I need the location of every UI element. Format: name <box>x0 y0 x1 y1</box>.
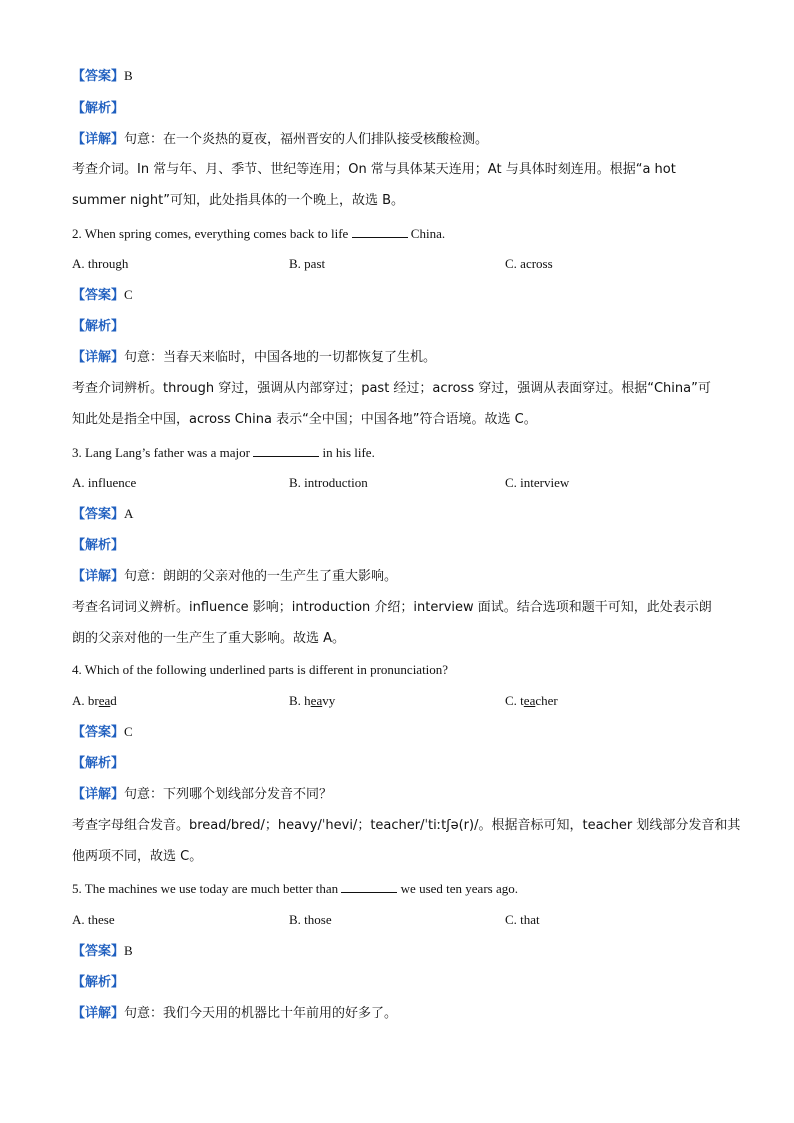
q4-explanation-1: 考查字母组合发音。bread/bred/；heavy/ˈhevi/；teacher/ˈtiːtʃə(r)/。根据音标可知，teacher 划线部分发音和其 <box>72 818 741 833</box>
q4-answer: C <box>124 724 133 739</box>
q5-blank <box>341 880 397 893</box>
q4-option-a-underlined: ea <box>98 693 111 708</box>
q3-answer-line <box>72 506 133 523</box>
q2-option-c: C. across <box>505 256 553 271</box>
q2-detail-line <box>72 349 436 366</box>
q4-option-b-underlined: ea <box>310 693 323 708</box>
q2-analysis-line <box>72 318 124 335</box>
q3-detail-line <box>72 568 397 585</box>
q4-option-b-pre: B. h <box>289 693 311 708</box>
q5-stem-a: 5. The machines we use today are much better than <box>72 881 339 896</box>
q4-analysis-line <box>72 755 124 772</box>
answer-label: 【答案】 <box>72 507 125 522</box>
q5-stem-b: we used ten years ago. <box>400 881 518 896</box>
q5-option-a: A. these <box>72 912 115 927</box>
q5-option-c: C. that <box>505 912 540 927</box>
q5-stem <box>72 880 518 897</box>
detail-label: 【详解】 <box>72 569 125 584</box>
q4-detail: 句意：下列哪个划线部分发音不同？ <box>124 787 333 802</box>
q4-detail-line <box>72 786 332 803</box>
q3-stem-b: in his life. <box>322 445 375 460</box>
q1-detail-line <box>72 131 488 148</box>
q3-detail: 句意：朗朗的父亲对他的一生产生了重大影响。 <box>124 569 398 584</box>
q4-option-c-post: cher <box>535 693 558 708</box>
answer-label: 【答案】 <box>72 944 125 959</box>
q2-option-a: A. through <box>72 256 129 271</box>
q1-analysis-line <box>72 100 124 117</box>
q2-stem-a: 2. When spring comes, everything comes back to life <box>72 226 349 241</box>
analysis-label: 【解析】 <box>72 538 125 553</box>
q2-explanation-2: 知此处是指全中国，across China 表示“全中国；中国各地”符合语境。故选 C。 <box>72 412 537 427</box>
analysis-label: 【解析】 <box>72 975 125 990</box>
q3-answer: A <box>124 506 134 521</box>
q2-detail: 句意：当春天来临时，中国各地的一切都恢复了生机。 <box>124 350 437 365</box>
q3-option-a: A. influence <box>72 475 137 490</box>
q4-option-c-pre: C. t <box>505 693 524 708</box>
q5-detail-line <box>72 1005 397 1022</box>
answer-label: 【答案】 <box>72 288 125 303</box>
detail-label: 【详解】 <box>72 1006 125 1021</box>
analysis-label: 【解析】 <box>72 101 125 116</box>
q4-stem: 4. Which of the following underlined parts is different in pronunciation? <box>72 662 449 677</box>
q3-explanation-2: 朗的父亲对他的一生产生了重大影响。故选 A。 <box>72 631 346 646</box>
q3-stem <box>72 444 375 461</box>
q5-answer: B <box>124 943 133 958</box>
q3-stem-a: 3. Lang Lang’s father was a major <box>72 445 250 460</box>
q1-explanation-1: 考查介词。In 常与年、月、季节、世纪等连用；On 常与具体某天连用；At 与具体时刻连用。根据“a hot <box>72 162 676 177</box>
q5-option-b: B. those <box>289 912 332 927</box>
analysis-label: 【解析】 <box>72 756 125 771</box>
q4-option-c <box>505 693 558 709</box>
detail-label: 【详解】 <box>72 787 125 802</box>
q2-option-b: B. past <box>289 256 326 271</box>
q2-stem <box>72 225 445 242</box>
detail-label: 【详解】 <box>72 132 125 147</box>
q3-blank <box>253 444 319 457</box>
q2-answer: C <box>124 287 133 302</box>
answer-label: 【答案】 <box>72 69 125 84</box>
q2-stem-b: China. <box>410 226 446 241</box>
q1-explanation-2: summer night”可知，此处指具体的一个晚上，故选 B。 <box>72 193 405 208</box>
q4-option-a <box>72 693 117 709</box>
q3-option-b: B. introduction <box>289 475 368 490</box>
q4-answer-line <box>72 724 133 741</box>
q4-option-a-pre: A. br <box>72 693 99 708</box>
q4-option-b <box>289 693 335 709</box>
analysis-label: 【解析】 <box>72 319 125 334</box>
q3-option-c: C. interview <box>505 475 570 490</box>
q4-explanation-2: 他两项不同，故选 C。 <box>72 849 203 864</box>
q3-explanation-1: 考查名词词义辨析。influence 影响；introduction 介绍；interview 面试。结合选项和题干可知，此处表示朗 <box>72 600 712 615</box>
q1-detail: 句意：在一个炎热的夏夜，福州晋安的人们排队接受核酸检测。 <box>124 132 489 147</box>
q4-option-c-underlined: ea <box>523 693 536 708</box>
q2-blank <box>352 225 408 238</box>
q2-explanation-1: 考查介词辨析。through 穿过，强调从内部穿过；past 经过；across 穿过，强调从表面穿过。根据“China”可 <box>72 381 711 396</box>
q3-analysis-line <box>72 537 124 554</box>
detail-label: 【详解】 <box>72 350 125 365</box>
q5-analysis-line <box>72 974 124 991</box>
q5-detail: 句意：我们今天用的机器比十年前用的好多了。 <box>124 1006 398 1021</box>
answer-label: 【答案】 <box>72 725 125 740</box>
q4-option-b-post: vy <box>322 693 336 708</box>
q4-option-a-post: d <box>110 693 117 708</box>
q1-answer-line <box>72 68 133 85</box>
q2-answer-line <box>72 287 133 304</box>
q1-answer: B <box>124 68 133 83</box>
q5-answer-line <box>72 943 133 960</box>
